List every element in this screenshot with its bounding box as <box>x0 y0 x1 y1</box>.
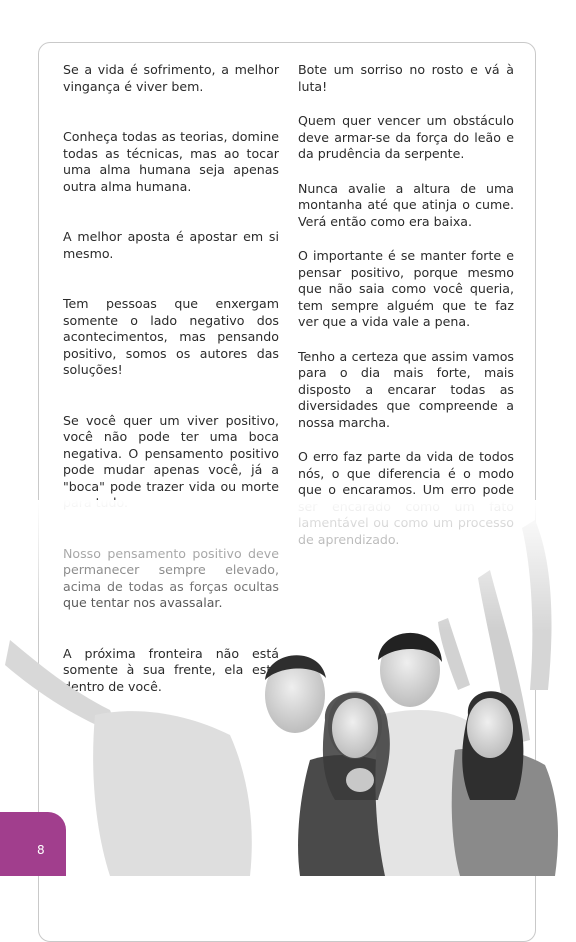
quote-paragraph: Nunca avalie a altura de uma montanha até que atinja o cume. Verá então como era baixa. <box>298 180 514 229</box>
quote-paragraph: Tenho a certeza que assim vamos para o dia mais forte, mais disposto a encarar todas as diversidades que compreende a nossa marcha. <box>298 348 514 430</box>
quote-paragraph: A melhor aposta é apostar em si mesmo. <box>63 229 279 261</box>
quote-paragraph: Se você quer um viver positivo, você não pode ter uma boca negativa. O pensamento positivo pode mudar apenas você, já a "boca" pode trazer vida ou morte <box>63 412 279 494</box>
quote-paragraph: Se a vida é sofrimento, a melhor vingança é viver bem. <box>63 62 279 94</box>
quote-paragraph: Tem pessoas que enxergam somente o lado negativo dos acontecimentos, mas pensando positivo, somos os autores das soluções! <box>63 296 279 377</box>
quote-paragraph: Quem quer vencer um obstáculo deve armar-se da força do leão e da prudência da serpente. <box>298 113 514 161</box>
page-number: 8 <box>37 843 45 857</box>
group-photo <box>0 500 576 876</box>
page-number-tab <box>0 812 66 876</box>
quote-paragraph: O importante é se manter forte e pensar positivo, porque mesmo que não saia como você queria, tem sempre alguém que te faz ver que a vida vale a pena. <box>298 248 514 329</box>
quote-paragraph: Bote um sorriso no rosto e vá à luta! <box>298 62 514 94</box>
quote-paragraph: O erro faz parte da vida de todos nós, o que diferencia é o modo que o encaramos. Um erro pode <box>298 449 514 497</box>
quotes-right-column <box>298 62 514 566</box>
quote-paragraph: Conheça todas as teorias, domine todas as técnicas, mas ao tocar uma alma humana seja apenas outra alma humana. <box>63 129 279 194</box>
